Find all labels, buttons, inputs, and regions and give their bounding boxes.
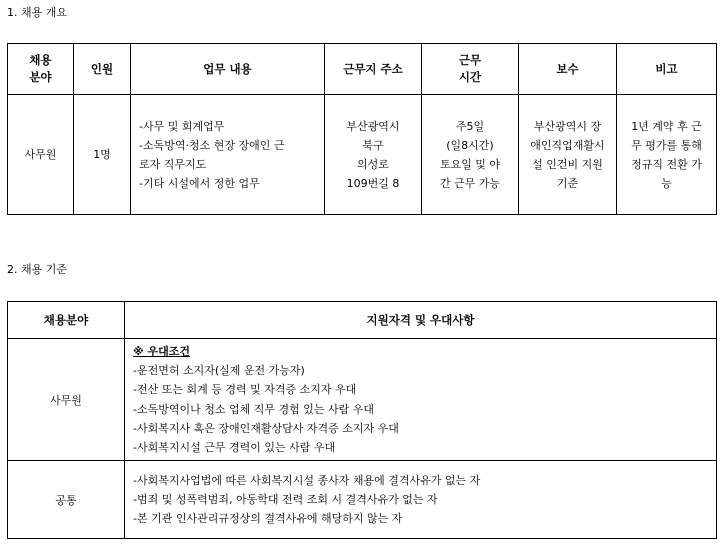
cell-field: 공통 — [8, 461, 125, 539]
list-item: -전산 또는 회계 등 경력 및 자격증 소지자 우대 — [133, 383, 357, 397]
header-pay: 보수 — [519, 44, 617, 95]
recruitment-criteria-table — [7, 301, 717, 539]
cell-qualifications — [125, 339, 717, 461]
section-2-title: 2. 채용 기준 — [7, 263, 67, 276]
header-duty: 업무 내용 — [131, 44, 325, 95]
table-row — [8, 461, 717, 539]
list-item: -운전면허 소지자(실제 운전 가능자) — [133, 364, 305, 378]
list-item: -범죄 및 성폭력범죄, 아동학대 전력 조회 시 결격사유가 없는 자 — [133, 492, 438, 506]
cell-qualifications — [125, 461, 717, 539]
section-1-title: 1. 채용 개요 — [7, 6, 67, 19]
header-count: 인원 — [74, 44, 131, 95]
header-field: 채용분야 — [8, 302, 125, 339]
cell-hours: 주5일 (일8시간) 토요일 및 야 간 근무 가능 — [422, 95, 519, 215]
header-address: 근무지 주소 — [325, 44, 422, 95]
cell-duty: -사무 및 회계업무 -소독방역·청소 현장 장애인 근 로자 직무지도 -기타 시설에서 정한 업무 — [131, 95, 325, 215]
preference-heading: ※ 우대조건 — [133, 344, 191, 358]
cell-count: 1명 — [74, 95, 131, 215]
list-item: -사회복지사업법에 따른 사회복지시설 종사자 채용에 결격사유가 없는 자 — [133, 473, 481, 487]
list-item: -본 기관 인사관리규정상의 결격사유에 해당하지 않는 자 — [133, 512, 403, 526]
table-header-row — [8, 302, 717, 339]
list-item: -사회복지시설 근무 경력이 있는 사람 우대 — [133, 440, 336, 454]
table-header-row — [8, 44, 717, 95]
cell-field: 사무원 — [8, 95, 74, 215]
cell-pay: 부산광역시 장 애인직업재활시 설 인건비 지원 기준 — [519, 95, 617, 215]
header-qualifications: 지원자격 및 우대사항 — [125, 302, 717, 339]
recruitment-overview-table — [7, 43, 717, 215]
header-field: 채용 분야 — [8, 44, 74, 95]
cell-field: 사무원 — [8, 339, 125, 461]
cell-note: 1년 계약 후 근 무 평가를 통해 정규직 전환 가 능 — [617, 95, 717, 215]
table-row — [8, 339, 717, 461]
table-row — [8, 95, 717, 215]
list-item: -소독방역이나 청소 업체 직무 경험 있는 사람 우대 — [133, 402, 374, 416]
cell-address: 부산광역시 북구 의성로 109번길 8 — [325, 95, 422, 215]
header-note: 비고 — [617, 44, 717, 95]
list-item: -사회복지사 혹은 장애인재활상담사 자격증 소지자 우대 — [133, 421, 399, 435]
header-hours: 근무 시간 — [422, 44, 519, 95]
